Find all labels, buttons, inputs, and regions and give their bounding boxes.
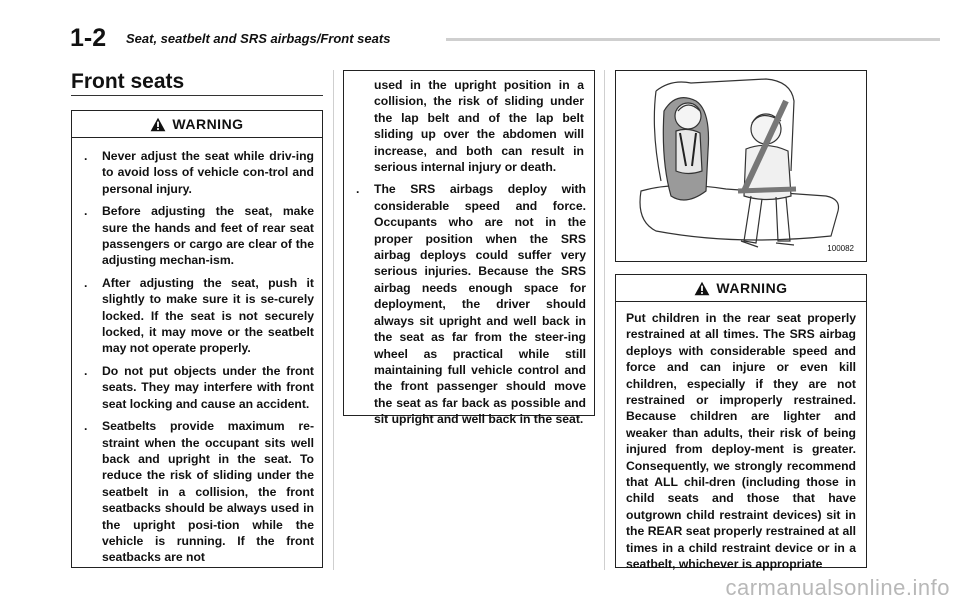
warning-triangle-icon [694,281,710,296]
bullet: . [356,182,360,197]
column-divider [604,70,605,570]
bullet: . [84,275,88,290]
running-title: Seat, seatbelt and SRS airbags/Front seats [126,31,391,46]
list-item [84,275,314,357]
warning-box-2 [615,274,867,572]
warning-box-1 [71,110,323,568]
list-item-text: After adjusting the seat, push it slightly to make sure it is se-curely locked. If the seat is not securely locked, it may move or the seatbelt may not operate properly. [102,275,314,356]
section-title: Front seats [71,70,185,93]
bullet: . [84,149,88,163]
list-item [84,363,314,412]
warning-heading-text: WARNING [716,279,788,296]
warning-heading-text: WARNING [172,115,244,132]
warning-paragraph: Put children in the rear seat properly restrained at all times. The SRS airbag deploys with considerable speed and force and can injure or even kill children, especially if they are not restrained or improperly restrained. Because children are lighter and weaker than adults, their risk of being injured from deploy-ment is greater. Consequently, we strongly recommend that ALL chil-dren (including those in child seats and those that have outgrown child restraint devices) sit in the REAR seat properly restrained at all times in a child restraint device or in a seatbelt, whichever is appropriate [626,311,856,572]
list-item-text: Never adjust the seat while driv-ing to avoid loss of vehicle con-trol and personal injury. [102,149,314,196]
page-number: 1-2 [70,24,107,52]
warning-heading [72,111,322,138]
list-item [84,418,314,566]
watermark: carmanualsonline.info [725,575,950,600]
bullet: . [84,204,88,219]
section-title-rule [71,95,323,96]
warning-list [344,175,594,427]
bullet: . [84,419,88,434]
page-header [70,24,870,52]
child-seat-illustration-drawing [616,71,866,261]
continuation-text: used in the upright position in a collision, the risk of sliding under the lap belt and of the lap belt sliding up over the abdomen will increase, and both can result in serious internal injury or death. [374,78,584,175]
header-rule [446,38,940,41]
column-divider [333,70,334,570]
warning-heading [616,275,866,302]
list-item [84,148,314,197]
figure-id: 100082 [827,244,854,253]
list-item-text: Seatbelts provide maximum re-straint when the occupant sits well back and upright in the seat. To reduce the risk of sliding under the seatbelt in a collision, the front seatbacks should be always used in the upright posi-tion while the vehicle is running. If the front seatbacks are not [102,419,314,565]
list-item-text: Before adjusting the seat, make sure the hands and feet of rear seat passengers or cargo are clear of the adjusting mechan-ism. [102,204,314,268]
bullet: . [84,363,88,378]
list-item-text: The SRS airbags deploy with considerable speed and force. Occupants who are not in the proper position when the SRS airbag deploys could suffer very serious injuries. Because the SRS airbag needs enough space for deployment, the driver should always sit upright and well back in the seat as far from the steer-ing wheel as practical while still maintaining full vehicle control and the front passenger should move the seat as far back as possible and sit upright and well back in the seat. [374,182,586,427]
warning-list [72,138,322,566]
warning-triangle-icon [150,117,166,132]
list-item [356,181,586,427]
list-item [84,203,314,269]
child-seat-illustration [615,70,867,262]
list-item-text: Do not put objects under the front seats. They may interfere with front seat locking and cause an accident. [102,363,314,411]
warning-box-1-continued [343,70,595,427]
